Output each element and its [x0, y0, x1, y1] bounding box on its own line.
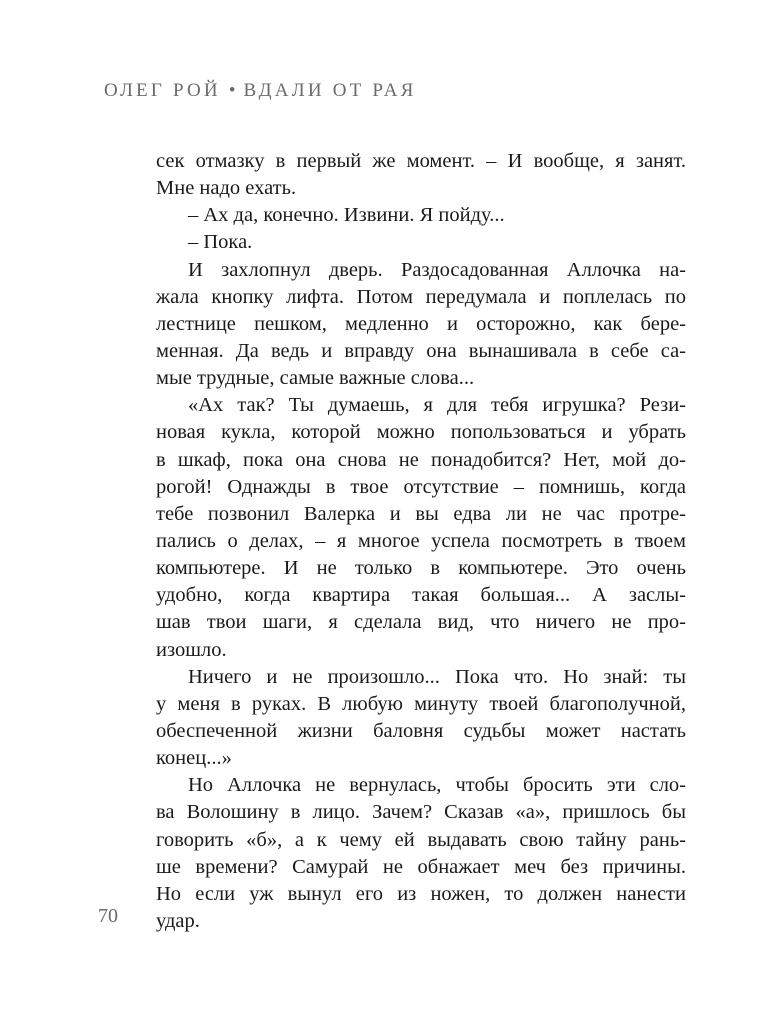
- running-head-author: ОЛЕГ РОЙ: [104, 80, 221, 101]
- text-line: пались о делах, – я многое успела посмотреть в твоем: [156, 529, 686, 552]
- text-line: И захлопнул дверь. Раздосадованная Аллочка на-: [188, 258, 686, 281]
- text-line: менная. Да ведь и вправду она вынашивала в себе са-: [156, 339, 686, 362]
- text-line: жала кнопку лифта. Потом передумала и поплелась по: [156, 285, 686, 308]
- text-line: компьютере. И не только в компьютере. Это очень: [156, 557, 686, 580]
- page-number: 70: [98, 905, 118, 927]
- text-line: тебе позвонил Валерка и вы едва ли не час протре-: [156, 502, 686, 525]
- text-line: обеспеченной жизни баловня судьбы может настать: [156, 719, 686, 742]
- text-line: ше времени? Самурай не обнажает меч без причины.: [156, 855, 686, 878]
- running-head-separator: •: [228, 80, 236, 101]
- text-line: рогой! Однажды в твое отсутствие – помнишь, когда: [156, 475, 686, 498]
- text-line: – Пока.: [188, 231, 253, 254]
- text-line: мые трудные, самые важные слова...: [156, 367, 475, 390]
- text-line: лестнице пешком, медленно и осторожно, как бере-: [156, 312, 686, 335]
- text-line: изошло.: [156, 638, 227, 661]
- text-line: шав твои шаги, я сделала вид, что ничего не про-: [156, 611, 686, 634]
- text-line: Но Аллочка не вернулась, чтобы бросить эти сло-: [188, 774, 686, 797]
- running-head: [104, 80, 417, 102]
- text-line: ва Волошину в лицо. Зачем? Сказав «а», пришлось бы: [156, 801, 686, 824]
- text-line: новая кукла, которой можно попользоваться и убрать: [156, 421, 686, 444]
- text-line: у меня в руках. В любую минуту твоей благополучной,: [156, 692, 686, 715]
- text-line: в шкаф, пока она снова не понадобится? Нет, мой до-: [156, 448, 686, 471]
- text-line: говорить «б», а к чему ей выдавать свою тайну рань-: [156, 828, 686, 851]
- text-line: сек отмазку в первый же момент. – И вообще, я занят.: [156, 150, 686, 172]
- text-line: Мне надо ехать.: [156, 177, 297, 200]
- text-line: удобно, когда квартира такая большая... А заслы-: [156, 584, 686, 607]
- text-line: Но если уж вынул его из ножен, то должен нанести: [156, 882, 686, 905]
- text-line: конец...»: [156, 747, 232, 770]
- text-line: удар.: [156, 909, 200, 932]
- text-line: – Ах да, конечно. Извини. Я пойду...: [188, 204, 505, 227]
- body-text: [156, 148, 686, 935]
- running-head-title: ВДАЛИ ОТ РАЯ: [243, 80, 417, 101]
- text-line: Ничего и не произошло... Пока что. Но знай: ты: [188, 665, 686, 688]
- text-line: «Ах так? Ты думаешь, я для тебя игрушка? Рези-: [188, 394, 686, 417]
